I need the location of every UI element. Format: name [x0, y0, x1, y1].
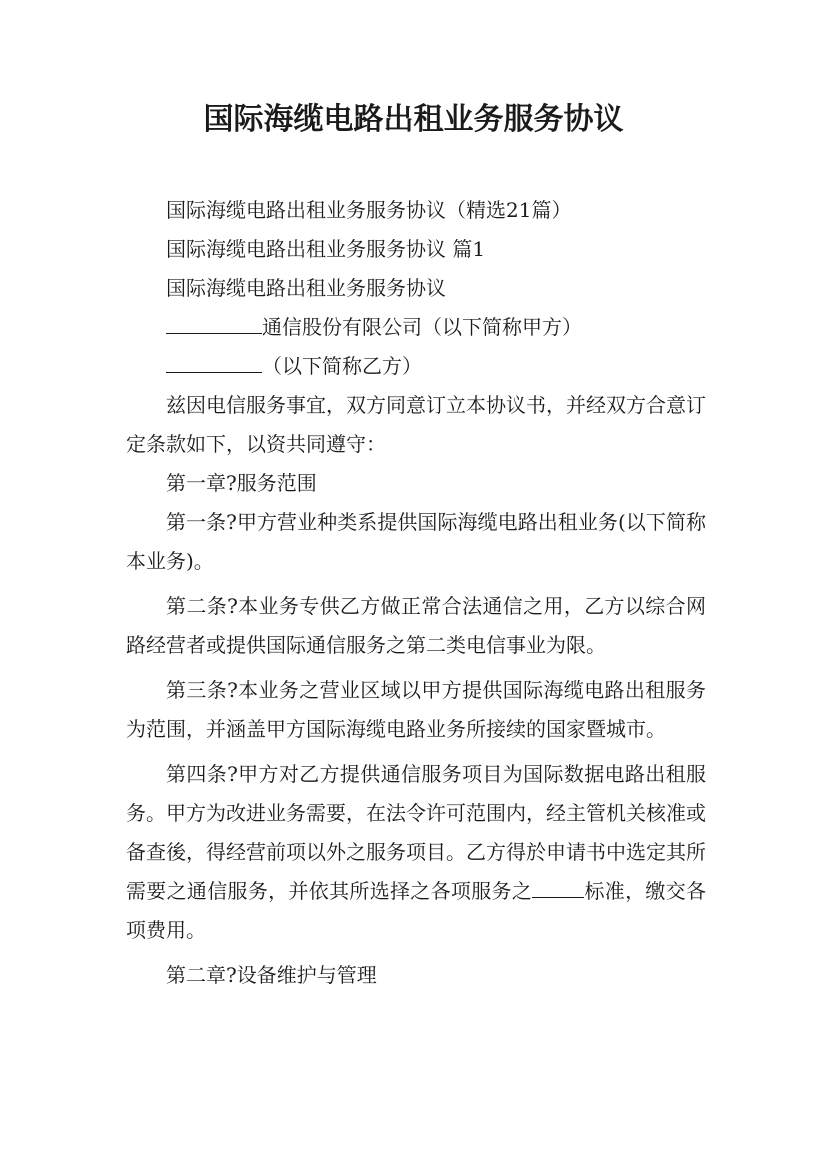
article-4-text-a: 第四条?甲方对乙方提供通信服务项目为国际数据电路出租服务。甲方为改进业务需要，在法令许可范围内，经主管机关核准或备查後，得经营前项以外之服务项目。乙方得於申请书中选定其所需要之通信服务，并依其所选择之各项服务之 — [126, 762, 706, 903]
party-b-text: （以下简称乙方） — [262, 354, 422, 378]
party-a-line — [126, 308, 706, 347]
part-heading: 国际海缆电路出租业务服务协议 篇1 — [166, 237, 486, 261]
article-1: 第一条?甲方营业种类系提供国际海缆电路出租业务(以下简称本业务)。 — [126, 510, 706, 573]
document-body — [126, 191, 706, 995]
subtitle-line: 国际海缆电路出租业务服务协议（精选21篇） — [166, 198, 572, 222]
party-b-blank — [166, 348, 262, 373]
party-b-line — [126, 347, 706, 386]
party-a-text: 通信股份有限公司（以下简称甲方） — [262, 315, 582, 339]
chapter-1-heading: 第一章?服务范围 — [166, 471, 317, 495]
document-title: 国际海缆电路出租业务服务协议 — [203, 102, 624, 137]
agreement-name: 国际海缆电路出租业务服务协议 — [166, 276, 446, 300]
chapter-2-heading: 第二章?设备维护与管理 — [166, 963, 377, 987]
preamble-paragraph: 兹因电信服务事宜，双方同意订立本协议书，并经双方合意订定条款如下，以资共同遵守： — [126, 393, 706, 456]
party-a-blank — [166, 309, 262, 334]
article-2: 第二条?本业务专供乙方做正常合法通信之用，乙方以综合网路经营者或提供国际通信服务之第二类电信事业为限。 — [126, 594, 706, 657]
article-3: 第三条?本业务之营业区域以甲方提供国际海缆电路出租服务为范围，并涵盖甲方国际海缆电路业务所接续的国家暨城市。 — [126, 678, 706, 741]
fee-standard-blank — [532, 873, 584, 898]
article-4 — [126, 755, 706, 950]
article-4-text-b: 标准，缴交各项费用。 — [126, 879, 707, 942]
